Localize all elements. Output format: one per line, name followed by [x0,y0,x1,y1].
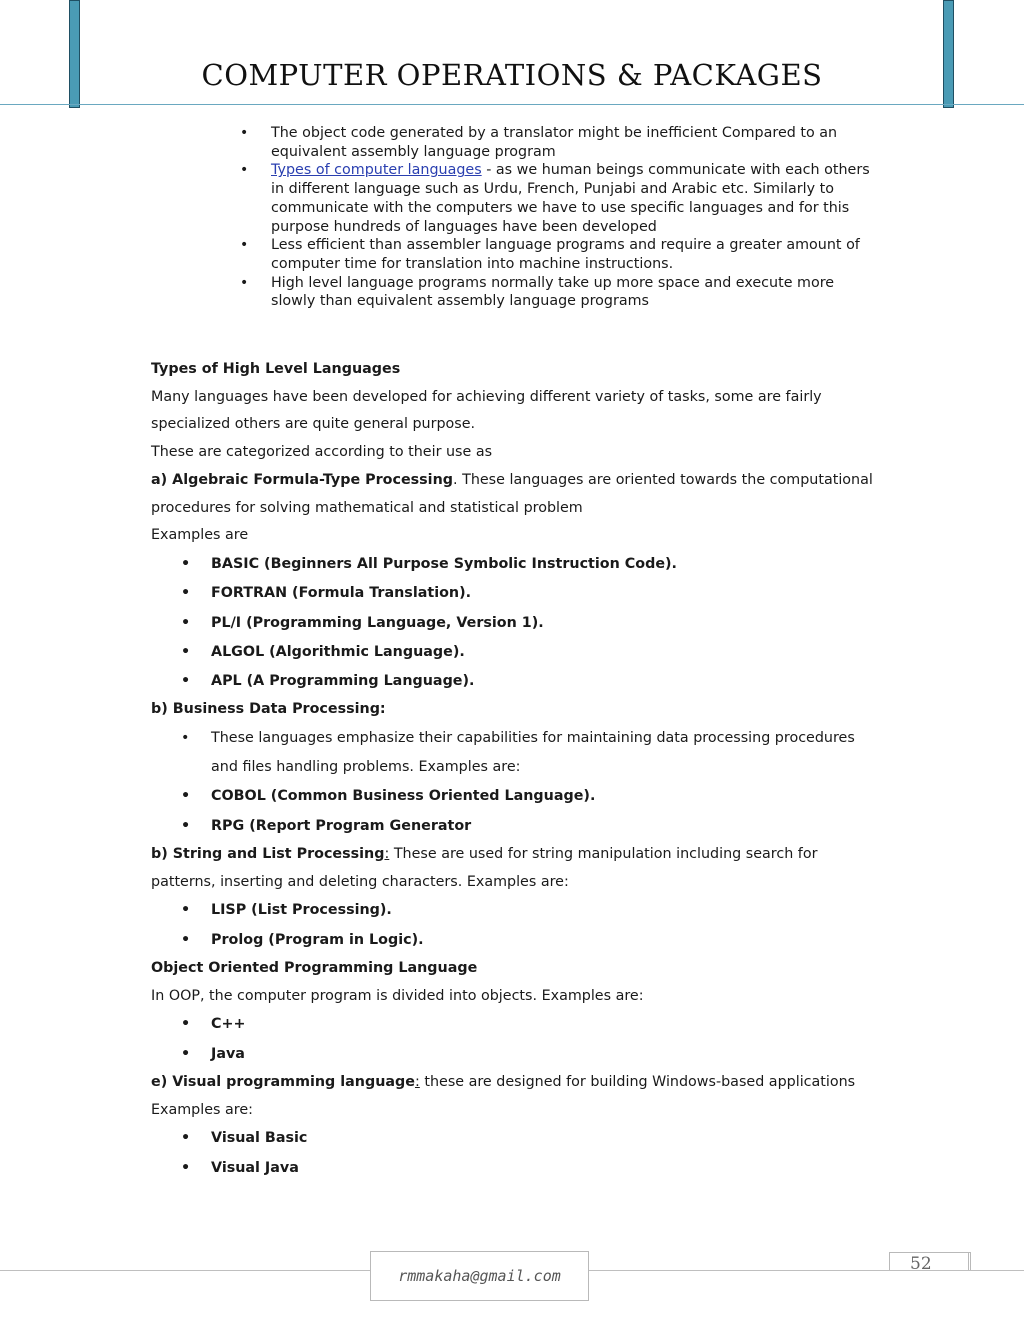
list-item: • COBOL (Common Business Oriented Language). [151,782,881,810]
category-d-text: In OOP, the computer program is divided into objects. Examples are: [151,987,644,1004]
category-c-label: b) String and List Processing [151,846,385,862]
page-number: 52 [910,1254,932,1274]
category-e-text: these are designed for building Windows-based applications [419,1074,856,1090]
list-item [240,274,880,311]
category-a-paragraph [151,467,881,522]
bullet-text: High level language programs normally take up more space and execute more slowly than equivalent assembly language programs [271,274,835,310]
category-c-list [151,896,881,953]
category-c-colon: : [384,846,390,862]
footer-email: rmmakaha@gmail.com [370,1251,589,1301]
list-item: • ALGOL (Algorithmic Language). [151,638,881,666]
category-e-list [151,1124,881,1181]
category-e-paragraph [151,1069,881,1097]
list-item: • Visual Basic [151,1124,881,1152]
category-a-text: . These languages are oriented towards the computational procedures for solving mathematical and statistical problem [151,471,873,516]
top-bullet-list [240,124,880,311]
examples-label: Examples are: [151,1101,253,1118]
main-content [151,356,881,1183]
category-d-list [151,1010,881,1067]
page-header-title: COMPUTER OPERATIONS & PACKAGES [201,58,823,92]
category-c-text: These are used for string manipulation including search for patterns, inserting and deleting characters. Examples are: [151,846,818,890]
intro-paragraph: Many languages have been developed for achieving different variety of tasks, some are fairly specialized others are quite general purpose. [151,388,822,433]
list-item: • These languages emphasize their capabilities for maintaining data processing procedures and files handling problems. Examples are: [151,724,881,781]
bullet-text: - as we human beings communicate with each others in different language such as Urdu, French, Punjabi and Arabic etc. Similarly to communicate with the computers we have to use specific languages and for this purpose hundreds of languages have been developed [271,162,870,235]
bullet-text: Less efficient than assembler language programs and require a greater amount of computer time for translation into machine instructions. [271,237,860,272]
intro-paragraph: These are categorized according to their use as [151,444,493,461]
section-heading: Types of High Level Languages [151,361,401,377]
category-a-list [151,550,881,695]
list-item: • C++ [151,1010,881,1038]
category-b-list [151,724,881,840]
category-e-colon: : [414,1074,420,1090]
list-item [240,124,880,161]
list-item: • FORTRAN (Formula Translation). [151,579,881,607]
category-a-label: a) Algebraic Formula-Type Processing [151,471,453,488]
list-item: • Prolog (Program in Logic). [151,926,881,954]
list-item: • Java [151,1040,881,1068]
list-item: • APL (A Programming Language). [151,667,881,695]
list-item: • BASIC (Beginners All Purpose Symbolic Instruction Code). [151,550,881,578]
category-e-label: e) Visual programming language [151,1074,415,1090]
page-number-tick [968,1252,999,1270]
list-item: • LISP (List Processing). [151,896,881,924]
bullet-text: The object code generated by a translator might be inefficient Compared to an equivalent assembly language program [271,125,838,160]
category-d-label: Object Oriented Programming Language [151,960,478,976]
types-of-computer-languages-link[interactable]: Types of computer languages [271,162,482,179]
list-item [240,161,880,236]
category-b-label: b) Business Data Processing: [151,701,386,718]
list-item: • RPG (Report Program Generator [151,812,881,840]
list-item [240,236,880,273]
list-item: • PL/I (Programming Language, Version 1). [151,609,881,637]
header-divider [0,104,1024,105]
list-item: • Visual Java [151,1154,881,1182]
category-c-paragraph [151,841,881,896]
examples-label: Examples are [151,527,249,544]
